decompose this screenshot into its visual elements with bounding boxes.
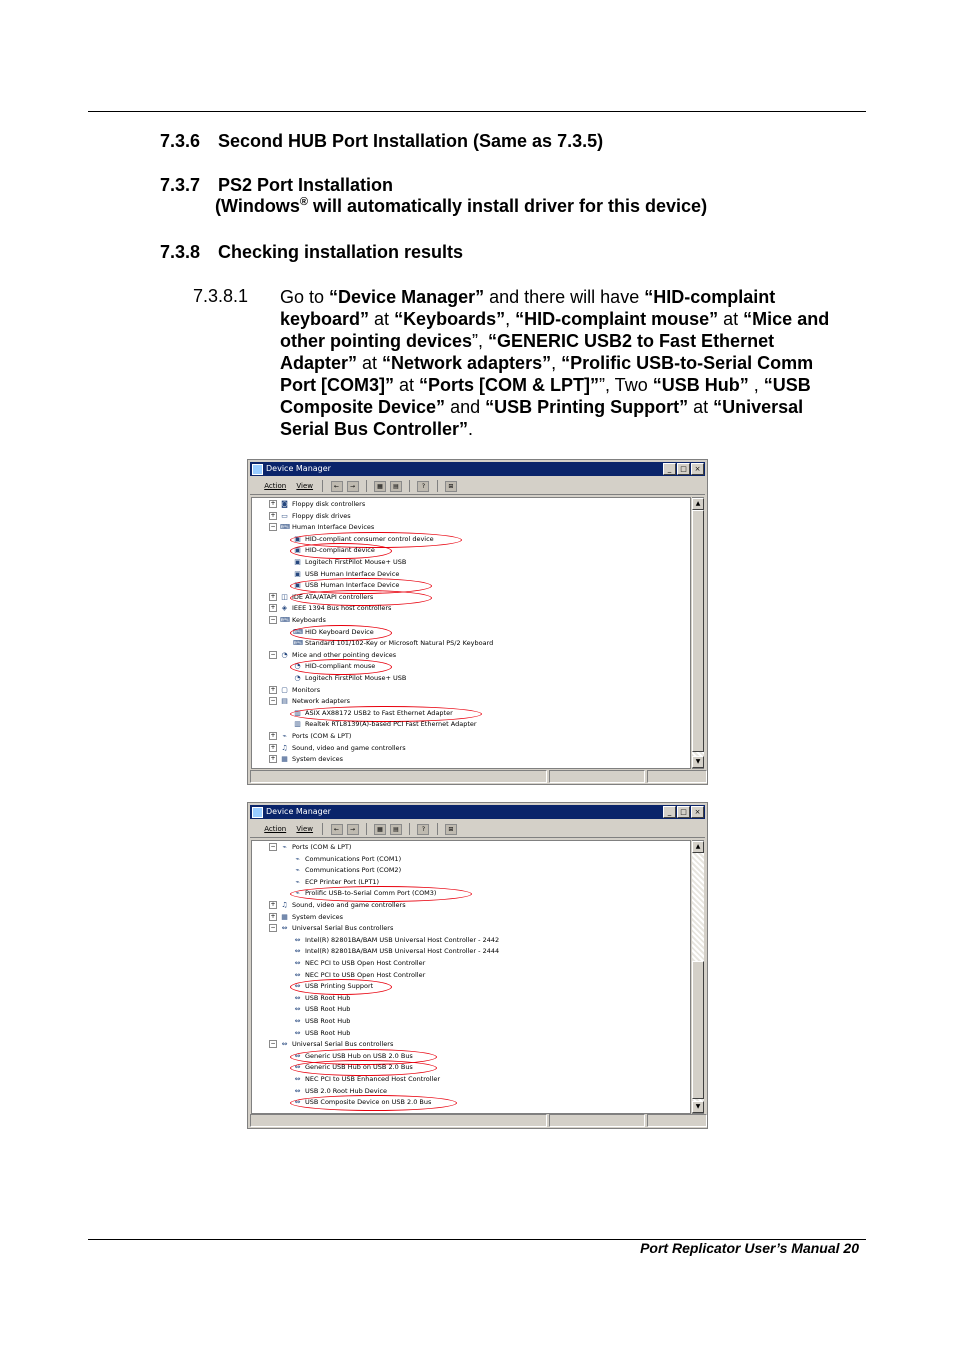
heading-text: Checking installation results (218, 242, 464, 262)
expand-icon[interactable]: + (270, 604, 276, 612)
status-pane (549, 1114, 645, 1127)
paragraph-text: , (748, 375, 764, 395)
tree-label: USB Root Hub (305, 1028, 351, 1037)
tree-label: Sound, video and game controllers (292, 901, 406, 909)
paragraph-text: ”, (472, 331, 489, 351)
registered-mark: ® (299, 196, 308, 208)
keyboard-icon: ⌨ (280, 616, 291, 624)
tree-label: Prolific USB-to-Serial Comm Port (COM3) (305, 889, 437, 898)
tree-device[interactable] (293, 946, 499, 958)
back-icon[interactable]: ← (331, 481, 343, 492)
separator (322, 480, 323, 492)
bold-term: “Prolific USB-to-Serial Comm Port [COM3]” (280, 353, 814, 395)
page-footer: Port Replicator User’s Manual 20 (640, 1240, 859, 1256)
bold-term: “HID-complaint keyboard” (280, 287, 776, 329)
separator (366, 823, 367, 835)
status-pane (549, 770, 645, 783)
port-device-icon: ⌁ (295, 889, 300, 898)
menu-action[interactable]: Action (264, 482, 287, 490)
tree-category[interactable] (269, 685, 320, 697)
usb-device-icon: ⇔ (294, 982, 301, 991)
tree-label: Universal Serial Bus controllers (292, 1040, 394, 1049)
paragraph-text: at (688, 397, 714, 417)
close-button[interactable]: × (691, 463, 704, 475)
system-icon: ▦ (281, 912, 288, 921)
tree-device[interactable] (293, 958, 425, 970)
tree-device[interactable] (293, 1074, 440, 1086)
keyboard-device-icon: ⌨ (293, 639, 304, 648)
status-pane (250, 1114, 547, 1127)
bold-term: “Keyboards” (394, 309, 506, 329)
collapse-icon[interactable]: − (270, 616, 276, 623)
tree-device[interactable] (293, 1028, 350, 1040)
forward-icon[interactable]: → (347, 481, 359, 492)
tree-label: USB Root Hub (305, 993, 351, 1002)
heading-number: 7.3.7 (160, 175, 201, 195)
tree-category[interactable] (269, 499, 365, 511)
tree-category[interactable] (269, 912, 343, 924)
expand-icon[interactable]: + (270, 901, 276, 908)
status-bar (250, 770, 705, 782)
tree-label: HID-compliant device (305, 546, 375, 555)
heading-7-3-7-note (215, 196, 707, 217)
tree-label: Generic USB Hub on USB 2.0 Bus (305, 1051, 413, 1060)
bold-term: “USB Composite Device” (280, 375, 811, 417)
port-device-icon: ⌁ (295, 866, 300, 875)
mouse-device-icon: ◔ (294, 662, 301, 671)
tree-label: USB Root Hub (305, 1005, 351, 1014)
bold-term: “HID-complaint mouse” (515, 309, 719, 329)
hid-device-icon: ▣ (294, 546, 301, 555)
collapse-icon[interactable]: − (270, 523, 276, 531)
separator (322, 823, 323, 835)
tree-label: Standard 101/102-Key or Microsoft Natural PS/2 Keyboard (305, 639, 494, 648)
bold-term: “Device Manager” (329, 287, 485, 307)
collapse-icon[interactable]: − (270, 843, 276, 850)
scroll-up-icon[interactable]: ▲ (692, 841, 704, 853)
minimize-button[interactable]: _ (663, 463, 676, 475)
paragraph-text: . (468, 419, 474, 439)
tree-label: Floppy disk drives (292, 511, 351, 520)
tree-view-icon[interactable]: ▦ (374, 824, 386, 835)
tree-label: Network adapters (292, 697, 351, 706)
usb-device-icon: ⇔ (294, 1098, 301, 1107)
usb-icon: ⇔ (281, 1040, 288, 1049)
paragraph-text: , (551, 353, 562, 373)
paragraph-7-3-8-1 (280, 286, 854, 440)
network-icon: ▤ (281, 697, 288, 706)
tree-category[interactable] (269, 842, 351, 854)
separator (409, 480, 410, 492)
usb-device-icon: ⇔ (294, 935, 301, 944)
ide-icon: ◫ (281, 592, 288, 601)
ieee-icon: ◈ (281, 604, 288, 613)
heading-7-3-6 (160, 130, 603, 152)
expand-icon[interactable]: + (270, 732, 276, 739)
device-manager-window-2 (247, 802, 708, 1129)
tree-label: System devices (292, 912, 344, 921)
tree-label: NEC PCI to USB Enhanced Host Controller (305, 1075, 441, 1083)
minimize-button[interactable]: _ (663, 806, 676, 818)
heading-number: 7.3.6 (160, 131, 201, 151)
tree-label: Ports (COM & LPT) (292, 843, 352, 851)
tree-label: NEC PCI to USB Open Host Controller (305, 959, 426, 967)
device-tree (251, 840, 691, 1114)
vertical-scrollbar[interactable] (692, 497, 704, 769)
separator (437, 823, 438, 835)
scan-hardware-icon[interactable]: ⊞ (445, 481, 457, 492)
note-text-b: will automatically install driver for this device) (307, 196, 708, 216)
scan-hardware-icon[interactable]: ⊞ (445, 824, 457, 835)
tree-device[interactable] (293, 935, 499, 947)
hid-device-icon: ▣ (294, 569, 301, 578)
tree-label: IDE ATA/ATAPI controllers (292, 592, 374, 601)
usb-device-icon: ⇔ (294, 1086, 301, 1095)
header-rule (88, 111, 866, 112)
hid-device-icon: ▣ (294, 581, 301, 590)
menu-view[interactable]: View (296, 482, 314, 490)
tree-label: Human Interface Devices (292, 523, 375, 532)
monitor-icon: ▢ (281, 685, 288, 694)
heading-text: Second HUB Port Installation (Same as 7.3.5) (218, 131, 604, 151)
tree-label: USB Root Hub (305, 1017, 351, 1025)
scroll-up-icon[interactable]: ▲ (692, 498, 704, 510)
keyboard-device-icon: ⌨ (293, 627, 304, 636)
collapse-icon[interactable]: − (270, 1040, 276, 1048)
paragraph-text: at (369, 309, 395, 329)
tree-label: NEC PCI to USB Open Host Controller (305, 970, 426, 979)
separator (366, 480, 367, 492)
expand-icon[interactable]: + (270, 500, 276, 507)
menu-action[interactable]: Action (264, 825, 287, 833)
separator (409, 823, 410, 835)
close-button[interactable]: × (691, 806, 704, 818)
tree-view-icon[interactable]: ▦ (374, 481, 386, 492)
tree-label: HID-compliant consumer control device (305, 534, 434, 543)
tree-device[interactable] (293, 865, 401, 877)
scroll-down-icon[interactable]: ▼ (692, 756, 704, 768)
network-card-icon: ▥ (294, 708, 301, 717)
usb-device-icon: ⇔ (294, 947, 301, 956)
tree-label: Keyboards (292, 616, 326, 624)
tree-label: Intel(R) 82801BA/BAM USB Universal Host Controller - 2444 (305, 947, 500, 956)
usb-device-icon: ⇔ (294, 1028, 301, 1037)
collapse-icon[interactable]: − (270, 650, 276, 658)
tree-category[interactable] (269, 743, 406, 755)
tree-label: IEEE 1394 Bus host controllers (292, 604, 392, 613)
tree-device[interactable] (293, 557, 406, 569)
tree-label: ECP Printer Port (LPT1) (305, 877, 379, 886)
collapse-icon[interactable]: − (270, 697, 276, 705)
device-manager-icon (252, 464, 263, 475)
menu-bar (250, 478, 705, 495)
paragraph-text: Go to (280, 287, 330, 307)
heading-text: PS2 Port Installation (218, 175, 394, 195)
tree-label: ASIX AX88172 USB2 to Fast Ethernet Adapter (305, 708, 453, 717)
usb-device-icon: ⇔ (294, 1063, 301, 1072)
back-icon[interactable]: ← (331, 824, 343, 835)
paragraph-text: and there will have (484, 287, 645, 307)
paragraph-text: at (718, 309, 744, 329)
properties-icon[interactable]: ▤ (390, 481, 402, 492)
paragraph-text: and (445, 397, 486, 417)
heading-7-3-8 (160, 241, 463, 263)
bold-term: “USB Printing Support” (485, 397, 689, 417)
tree-label: System devices (292, 755, 344, 764)
expand-icon[interactable]: + (270, 592, 276, 600)
bold-term: “Mice and other pointing devices (280, 309, 830, 351)
hid-device-icon: ▣ (294, 534, 301, 543)
scroll-down-icon[interactable]: ▼ (692, 1101, 704, 1113)
port-icon: ⌁ (282, 732, 287, 740)
bold-term: “USB Hub” (652, 375, 749, 395)
tree-device[interactable] (293, 1016, 350, 1028)
scroll-thumb[interactable] (692, 961, 704, 1099)
usb-device-icon: ⇔ (294, 1017, 301, 1025)
device-manager-icon (252, 807, 263, 818)
usb-device-icon: ⇔ (294, 970, 301, 979)
tree-label: Monitors (292, 685, 321, 694)
maximize-button[interactable]: □ (677, 463, 690, 475)
mouse-icon: ◔ (281, 650, 288, 659)
tree-device[interactable] (293, 673, 406, 685)
separator (437, 480, 438, 492)
tree-label: Generic USB Hub on USB 2.0 Bus (305, 1063, 413, 1072)
sound-icon: ♫ (281, 901, 288, 909)
tree-label: Logitech FirstPilot Mouse+ USB (305, 674, 407, 682)
system-icon: ▦ (281, 755, 288, 764)
collapse-icon[interactable]: − (270, 924, 276, 932)
port-icon: ⌁ (282, 843, 287, 851)
tree-label: Ports (COM & LPT) (292, 732, 352, 740)
tree-category[interactable] (269, 754, 343, 766)
port-device-icon: ⌁ (295, 877, 300, 886)
device-manager-window-1 (247, 459, 708, 785)
tree-label: Intel(R) 82801BA/BAM USB Universal Host Controller - 2442 (305, 935, 500, 944)
tree-device[interactable] (293, 1004, 350, 1016)
tree-label: HID Keyboard Device (305, 627, 374, 636)
expand-icon[interactable]: + (270, 755, 276, 763)
tree-device[interactable] (293, 993, 350, 1005)
tree-label: USB Composite Device on USB 2.0 Bus (305, 1098, 432, 1107)
tree-label: USB 2.0 Root Hub Device (305, 1086, 388, 1095)
hid-device-icon: ▣ (294, 558, 301, 566)
tree-device[interactable] (293, 854, 401, 866)
port-device-icon: ⌁ (295, 854, 300, 863)
paragraph-text: at (394, 375, 420, 395)
note-text-a: (Windows (215, 196, 300, 216)
tree-device[interactable] (293, 719, 477, 731)
status-pane (647, 770, 707, 783)
highlight-oval (290, 1095, 457, 1111)
status-bar (250, 1114, 705, 1126)
tree-label: Floppy disk controllers (292, 500, 366, 508)
usb-icon: ⇔ (281, 924, 288, 933)
usb-device-icon: ⇔ (294, 1075, 301, 1083)
tree-label: USB Human Interface Device (305, 569, 400, 578)
help-icon[interactable]: ? (417, 481, 429, 492)
paragraph-number: 7.3.8.1 (193, 286, 249, 306)
tree-label: Mice and other pointing devices (292, 650, 397, 659)
bold-term: “Universal Serial Bus Controller” (280, 397, 804, 439)
bold-term: “GENERIC USB2 to Fast Ethernet Adapter” (280, 331, 775, 373)
network-card-icon: ▥ (294, 720, 301, 729)
bold-term: “Ports [COM & LPT]” (419, 375, 600, 395)
device-tree (251, 497, 691, 769)
tree-label: Sound, video and game controllers (292, 743, 406, 752)
tree-label: Communications Port (COM2) (305, 866, 402, 875)
vertical-scrollbar[interactable] (692, 840, 704, 1114)
usb-device-icon: ⇔ (294, 993, 301, 1002)
usb-device-icon: ⇔ (294, 959, 301, 967)
scroll-thumb[interactable] (692, 510, 704, 752)
expand-icon[interactable]: + (270, 743, 276, 751)
floppy-drive-icon: ▭ (281, 511, 288, 520)
expand-icon[interactable]: + (270, 685, 276, 693)
window-title: Device Manager (266, 464, 331, 473)
expand-icon[interactable]: + (270, 511, 276, 519)
tree-label: HID-compliant mouse (305, 662, 376, 671)
status-pane (250, 770, 547, 783)
sound-icon: ♫ (281, 743, 288, 752)
floppy-controller-icon: ◙ (281, 500, 288, 508)
hid-icon: ⌨ (280, 523, 291, 532)
tree-label: Logitech FirstPilot Mouse+ USB (305, 558, 407, 566)
usb-device-icon: ⇔ (294, 1051, 301, 1060)
tree-label: Communications Port (COM1) (305, 854, 402, 863)
forward-icon[interactable]: → (347, 824, 359, 835)
bold-term: “Network adapters” (382, 353, 552, 373)
tree-device[interactable] (293, 638, 493, 650)
title-bar[interactable] (250, 462, 705, 476)
window-title: Device Manager (266, 807, 331, 816)
tree-label: Universal Serial Bus controllers (292, 924, 394, 933)
heading-number: 7.3.8 (160, 242, 201, 262)
tree-category[interactable] (269, 511, 351, 523)
tree-category[interactable] (269, 900, 406, 912)
tree-label: Realtek RTL8139(A)-based PCI Fast Ethernet Adapter (305, 720, 477, 729)
status-pane (647, 1114, 707, 1127)
tree-category[interactable] (269, 923, 393, 935)
menu-view[interactable]: View (296, 825, 314, 833)
paragraph-text: ”, Two (599, 375, 653, 395)
menu-bar (250, 821, 705, 838)
expand-icon[interactable]: + (270, 912, 276, 920)
tree-category[interactable] (269, 731, 351, 743)
maximize-button[interactable]: □ (677, 806, 690, 818)
heading-7-3-7 (160, 174, 393, 196)
tree-label: USB Printing Support (305, 982, 374, 991)
paragraph-text: , (505, 309, 516, 329)
title-bar[interactable] (250, 805, 705, 819)
mouse-device-icon: ◔ (294, 674, 301, 682)
properties-icon[interactable]: ▤ (390, 824, 402, 835)
paragraph-text: at (357, 353, 383, 373)
help-icon[interactable]: ? (417, 824, 429, 835)
tree-category[interactable] (269, 603, 391, 615)
usb-device-icon: ⇔ (294, 1005, 301, 1014)
tree-label: USB Human Interface Device (305, 581, 400, 590)
